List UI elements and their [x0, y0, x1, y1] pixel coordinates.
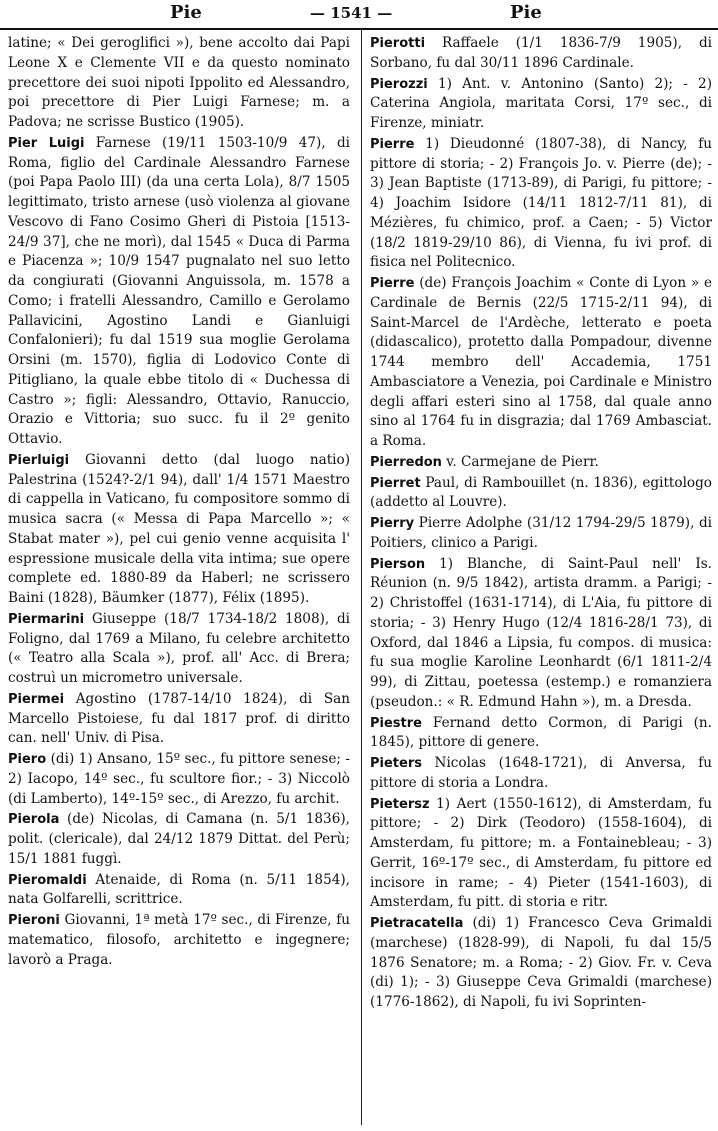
dictionary-entry: [370, 914, 712, 1013]
entry-headword: Pierola: [8, 812, 60, 828]
page-header: [0, 0, 718, 28]
left-column: [8, 34, 350, 1124]
dictionary-entry: [370, 453, 712, 473]
entry-headword: Pier Luigi: [8, 135, 85, 151]
entry-text: Paul, di Rambouillet (n. 1836), egittologo (addetto al Louvre).: [370, 474, 712, 511]
entry-headword: Pietersz: [370, 796, 430, 812]
entry-headword: Pieroni: [8, 913, 60, 928]
entry-headword: Piermei: [8, 691, 65, 707]
entry-headword: Piestre: [370, 715, 422, 731]
column-divider: [361, 30, 362, 1125]
entry-text: Pierre Adolphe (31/12 1794-29/5 1879), di Poitiers, clinico a Parigi.: [370, 515, 712, 551]
dictionary-entry: [8, 34, 350, 133]
dictionary-entry: [8, 750, 350, 809]
dictionary-entry: [8, 451, 350, 609]
entry-text: 1) Aert (1550-1612), di Amsterdam, fu pittore; - 2) Dirk (Teodoro) (1558-1604), di Amsterdam, fu pittore; m. a Fontainebleau; - 3) Gerrit, 16º-17º sec., di Amsterdam, fu pittore ed incisore in rame; - 4) Pieter (1541-1603), di Amsterdam, fu pitt. di storia e ritr.: [370, 795, 712, 911]
entry-headword: Pierre: [370, 136, 415, 152]
entry-text: Farnese (19/11 1503-10/9 47), di Roma, figlio del Cardinale Alessandro Farnese (poi Papa Paolo III) (da una certa Lola), 8/7 1505 legittimato, tristo arnese (usò violenza al giovane Vescovo di Fano Cosimo Gheri di Pistoia [1513-24/9 37], che ne morì), dal 1545 « Duca di Parma e Piacenza »; 10/9 1547 pugnalato nel suo letto da congiurati (Giovanni Anguissola, m. 1578 a Como; i fratelli Alessandro, Camillo e Gerolamo Pallavicini, Agostino Landi e Gianluigi Confalonieri); fu dal 1519 sua moglie Gerolama Orsini (m. 1570), figlia di Lodovico Conte di Pitigliano, la quale ebbe titolo di « Duchessa di Castro »; figli: Alessandro, Ottavio, Ranuccio, Orazio e Vittoria; suo succ. fu il 2º genito Ottavio.: [8, 134, 350, 447]
dictionary-entry: [370, 274, 712, 452]
page-number: — 1541 —: [310, 4, 393, 22]
entry-text: (de) Nicolas, di Camana (n. 5/1 1836), polit. (clericale), dal 24/12 1879 Dittat. del Perù; 15/1 1881 fuggì.: [8, 811, 350, 867]
entry-text: v. Carmejane de Pierr.: [446, 453, 599, 470]
entry-text: (de) François Joachim « Conte di Lyon » e Cardinale de Bernis (22/5 1715-2/11 94), di Saint-Marcel de l'Ardèche, letterato e poeta (didascalico), protetto dalla Pompadour, divenne 1744 membro dell' Accademia, 1751 Ambasciatore a Venezia, poi Cardinale e Ministro degli affari esteri sino al 1758, dal quale anno sino al 1764 fu in disgrazia; dal 1769 Ambasciat. a Roma.: [370, 275, 712, 449]
entry-headword: Pietracatella: [370, 916, 464, 931]
entry-text: Raffaele (1/1 1836-7/9 1905), di Sorbano, fu dal 30/11 1896 Cardinale.: [370, 35, 712, 71]
entry-text: 1) Ant. v. Antonino (Santo) 2); - 2) Caterina Angiola, maritata Corsi, 17º sec., di Firenze, miniatr.: [370, 75, 712, 131]
entry-text: (di) 1) Francesco Ceva Grimaldi (marchese) (1828-99), di Napoli, fu dal 15/5 1876 Senatore; m. a Roma; - 2) Giov. Fr. v. Ceva (di) 1); - 3) Giuseppe Ceva Grimaldi (marchese) (1776-1862), di Napoli, fu ivi Soprinten-: [370, 915, 712, 1010]
entry-text: latine; « Dei geroglifici »), bene accolto dai Papi Leone X e Clemente VII e da questo nominato precettore dei suoi nipoti Ippolito ed Alessandro, poi precettore di Pier Luigi Farnese; m. a Padova; ne scrisse Bustico (1905).: [8, 35, 350, 130]
dictionary-entry: [370, 514, 712, 554]
dictionary-entry: [8, 911, 350, 970]
header-rule: [0, 28, 718, 30]
entry-text: 1) Dieudonné (1807-38), di Nancy, fu pittore di storia; - 2) François Jo. v. Pierre (de); - 3) Jean Baptiste (1713-89), di Parigi, fu pittore; - 4) Joachim Isidore (14/11 1812-7/11 81), di Mézières, fu chimico, prof. a Caen; - 5) Victor (18/2 1819-29/10 86), di Vienna, fu ivi prof. di fisica nel Politecnico.: [370, 135, 712, 271]
entry-headword: Piermarini: [8, 611, 85, 627]
dictionary-entry: [370, 754, 712, 794]
entry-text: Giuseppe (18/7 1734-18/2 1808), di Foligno, dal 1769 a Milano, fu celebre architetto (« Teatro alla Scala »), prof. all' Acc. di Brera; costruì un micrometro universale.: [8, 610, 350, 686]
running-head-right: Pie: [510, 2, 542, 23]
entry-headword: Pierson: [370, 556, 426, 572]
entry-headword: Pierredon: [370, 454, 442, 470]
entry-text: Atenaide, di Roma (n. 5/11 1854), nata Golfarelli, scrittrice.: [8, 871, 350, 908]
running-head-left: Pie: [170, 2, 202, 23]
dictionary-entry: [370, 135, 712, 273]
dictionary-entry: [8, 610, 350, 689]
entry-text: Nicolas (1648-1721), di Anversa, fu pittore di storia a Londra.: [370, 755, 712, 791]
dictionary-entry: [370, 75, 712, 134]
entry-text: Giovanni detto (dal luogo natio) Palestrina (1524?-2/1 94), dall' 1/4 1571 Maestro di cappella in Vaticano, fu compositore sommo di musica sacra (« Messa di Papa Marcello »; « Stabat mater »), pel cui genio venne acquisita l' espressione musicale della vita intima; sue opere complete ed. 1880-89 da Haberl; ne scrissero Baini (1828), Bäumker (1877), Félix (1895).: [8, 451, 350, 606]
right-column: [370, 34, 712, 1124]
entry-headword: Pieromaldi: [8, 872, 87, 888]
entry-headword: Pierotti: [370, 36, 426, 51]
entry-headword: Pierry: [370, 516, 415, 531]
dictionary-entry: [8, 810, 350, 869]
entry-text: Giovanni, 1ª metà 17º sec., di Firenze, fu matematico, filosofo, architetto e ingegnere; lavorò a Praga.: [8, 912, 350, 968]
entry-headword: Pieters: [370, 756, 422, 771]
dictionary-entry: [370, 34, 712, 74]
dictionary-entry: [370, 474, 712, 514]
dictionary-entry: [370, 795, 712, 914]
entry-text: 1) Blanche, di Saint-Paul nell' Is. Réunion (n. 9/5 1842), artista dramm. a Parigi; - 2) Christoffel (1631-1714), di L'Aia, fu pittore di storia; - 3) Henry Hugo (12/4 1816-28/1 73), di Oxford, dal 1846 a Lipsia, fu compos. di musica: fu sua moglie Karoline Leonhardt (6/1 1811-2/4 99), di Zittau, poetessa (estemp.) e romanziera (pseudon.: « R. Edmund Hahn »), m. a Dresda.: [370, 555, 712, 710]
entry-headword: Pierret: [370, 475, 421, 491]
dictionary-entry: [8, 871, 350, 911]
dictionary-entry: [370, 714, 712, 754]
entry-text: Fernand detto Cormon, di Parigi (n. 1845), pittore di genere.: [370, 714, 712, 751]
dictionary-entry: [8, 134, 350, 450]
entry-headword: Piero: [8, 752, 47, 767]
entry-headword: Pierluigi: [8, 452, 70, 468]
entry-headword: Pierozzi: [370, 76, 428, 92]
dictionary-entry: [370, 555, 712, 713]
dictionary-entry: [8, 690, 350, 749]
entry-headword: Pierre: [370, 276, 415, 291]
entry-text: Agostino (1787-14/10 1824), di San Marcello Pistoiese, fu dal 1817 prof. di diritto can. nell' Univ. di Pisa.: [8, 690, 350, 747]
entry-text: (di) 1) Ansano, 15º sec., fu pittore senese; - 2) Iacopo, 14º sec., fu scultore fior.; - 3) Niccolò (di Lamberto), 14º-15º sec., di Arezzo, fu archit.: [8, 751, 350, 807]
